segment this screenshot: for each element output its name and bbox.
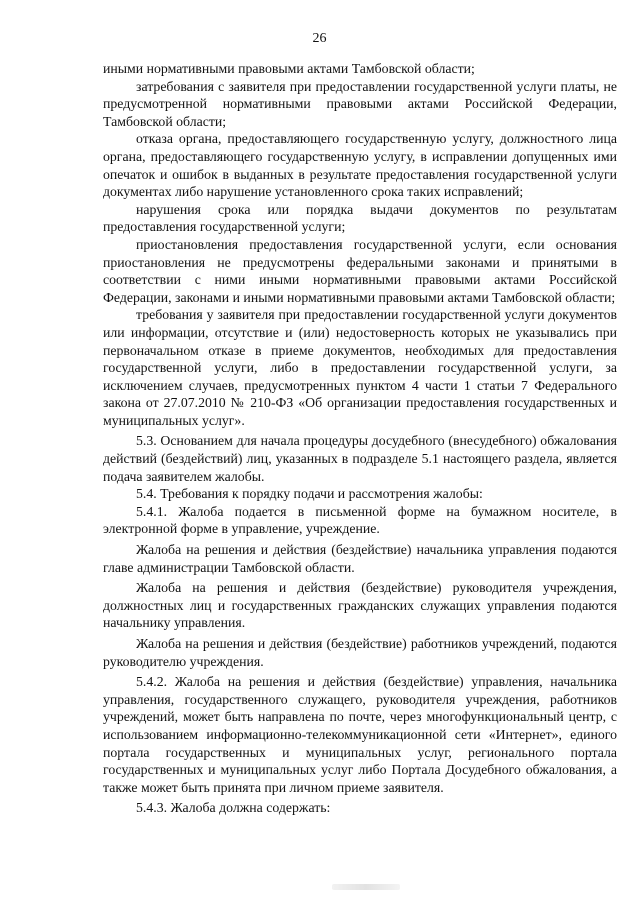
paragraph-1: иными нормативными правовыми актами Тамбовской области; <box>103 61 475 76</box>
scan-smudge <box>332 884 400 890</box>
paragraph-14: 5.4.3. Жалоба должна содержать: <box>136 800 331 816</box>
paragraph-7: 5.3. Основанием для начала процедуры досудебного (внесудебного) обжалования действий (бездействий) лиц, указанных в подразделе 5.1 настоящего раздела, является подача заявителем жалобы. <box>103 433 617 484</box>
paragraph-12: Жалоба на решения и действия (бездействие) работников учреждений, подаются руководителю учреждения. <box>103 636 617 669</box>
paragraph-2: затребования с заявителя при предоставлении государственной услуги платы, не предусмотренной нормативными правовыми актами Российской Федерации, Тамбовской области; <box>103 78 617 129</box>
page-number: 26 <box>312 31 327 46</box>
paragraph-8: 5.4. Требования к порядку подачи и рассмотрения жалобы: <box>136 486 483 502</box>
paragraph-11: Жалоба на решения и действия (бездействие) руководителя учреждения, должностных лиц и государственных гражданских служащих управления подаются начальнику управления. <box>103 580 617 631</box>
paragraph-9: 5.4.1. Жалоба подается в письменной форме на бумажном носителе, в электронной форме в управление, учреждение. <box>103 503 617 537</box>
paragraph-6: требования у заявителя при предоставлении государственной услуги документов или информации, отсутствие и (или) недостоверность которых не указывались при первоначальном отказе в приеме документов, необходимых для предоставления государственной услуги, либо в предоставлении государственной услуги, за исключением случаев, предусмотренных пунктом 4 части 1 статьи 7 Федерального закона от 27.07.2010 № 210-ФЗ «Об организации предоставления государственных и муниципальных услуг». <box>103 307 617 428</box>
paragraph-4: нарушения срока или порядка выдачи документов по результатам предоставления государственной услуги; <box>103 201 617 235</box>
paragraph-10: Жалоба на решения и действия (бездействие) начальника управления подаются главе администрации Тамбовской области. <box>103 542 617 575</box>
paragraph-3: отказа органа, предоставляющего государственную услугу, должностного лица органа, предоставляющего государственную услугу, в исправлении допущенных ими опечаток и ошибок в выданных в результате предоставления государственной услуги документах либо нарушение установленного срока таких исправлений; <box>103 131 617 200</box>
document-body <box>103 60 617 817</box>
paragraph-13: 5.4.2. Жалоба на решения и действия (бездействие) управления, начальника управления, государственного служащего, руководителя учреждения, работников учреждений, может быть направлена по почте, через многофункциональный центр, с использованием информационно-телекоммуникационной сети «Интернет», единого портала государственных и муниципальных услуг, регионального портала государственных и муниципальных услуг либо Портала Досудебного обжалования, а также может быть принята при личном приеме заявителя. <box>103 674 617 795</box>
paragraph-5: приостановления предоставления государственной услуги, если основания приостановления не предусмотрены федеральными законами и принятыми в соответствии с ними иными нормативными правовыми актами Российской Федерации, законами и иными нормативными правовыми актами Тамбовской области; <box>103 236 617 305</box>
